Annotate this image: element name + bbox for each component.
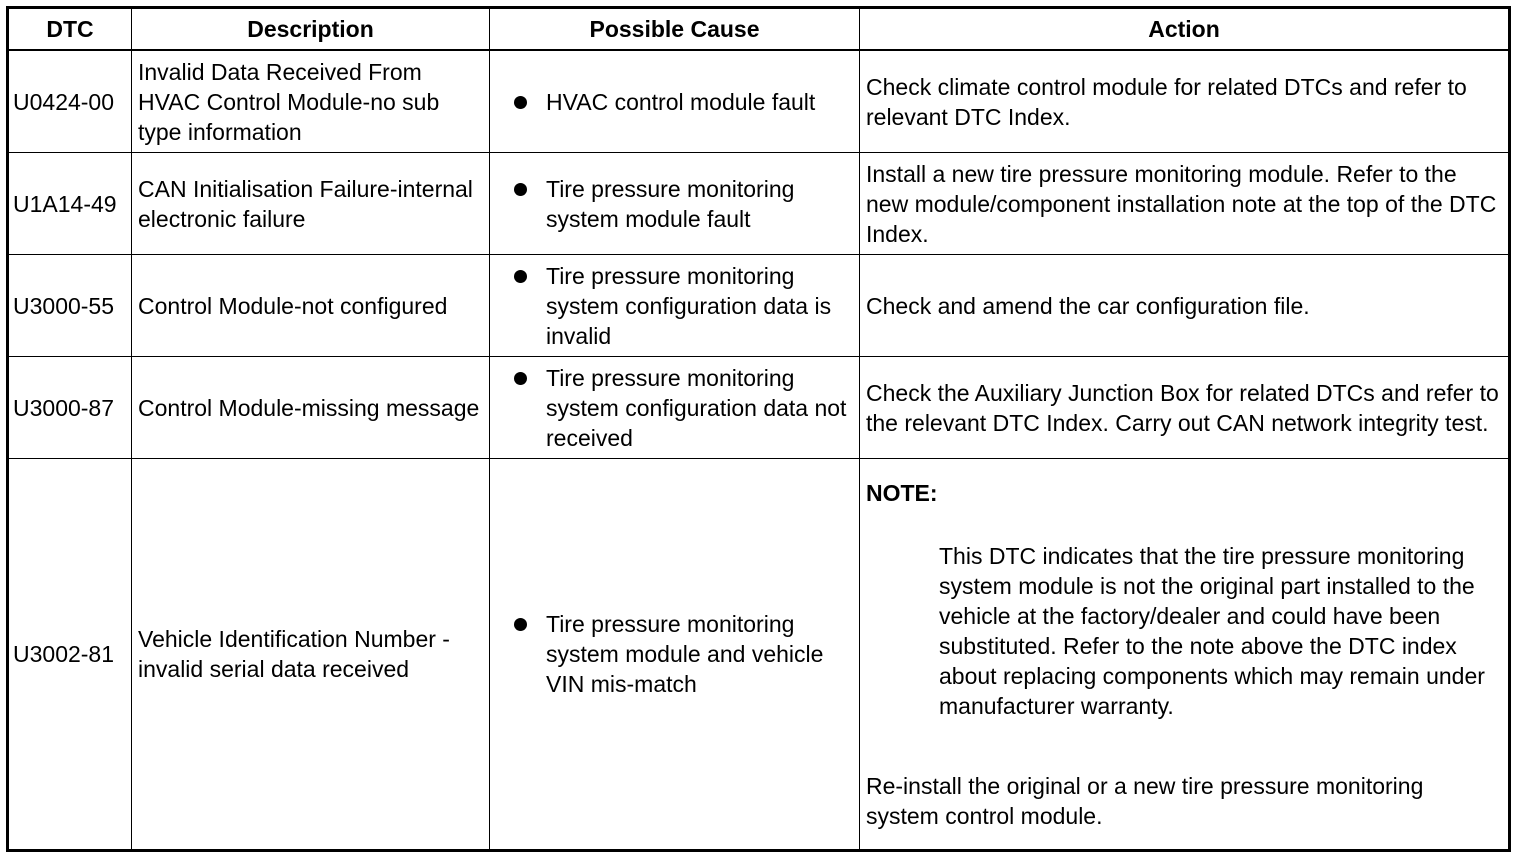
bullet-icon bbox=[514, 183, 527, 196]
dtc-code: U3002-81 bbox=[8, 459, 132, 851]
header-row bbox=[8, 8, 1510, 51]
cause-text: Tire pressure monitoring system module and vehicle VIN mis-match bbox=[546, 611, 824, 697]
cause-text: Tire pressure monitoring system module fault bbox=[546, 175, 795, 232]
dtc-action: Check the Auxiliary Junction Box for related DTCs and refer to the relevant DTC Index. Carry out CAN network integrity test. bbox=[860, 357, 1510, 459]
dtc-table bbox=[6, 6, 1511, 852]
possible-cause bbox=[490, 459, 860, 851]
bullet-icon bbox=[514, 96, 527, 109]
cause-list-item bbox=[512, 363, 853, 453]
dtc-action: Check and amend the car configuration file. bbox=[860, 255, 1510, 357]
dtc-description: Control Module-missing message bbox=[132, 357, 490, 459]
dtc-description: Control Module-not configured bbox=[132, 255, 490, 357]
dtc-description: CAN Initialisation Failure-internal electronic failure bbox=[132, 153, 490, 255]
bullet-icon bbox=[514, 270, 527, 283]
possible-cause bbox=[490, 153, 860, 255]
dtc-action: Install a new tire pressure monitoring module. Refer to the new module/component installation note at the top of the DTC Index. bbox=[860, 153, 1510, 255]
table-row bbox=[8, 153, 1510, 255]
cause-list-item bbox=[512, 174, 853, 234]
dtc-code: U1A14-49 bbox=[8, 153, 132, 255]
dtc-description: Invalid Data Received From HVAC Control Module-no sub type information bbox=[132, 50, 490, 153]
table-row bbox=[8, 255, 1510, 357]
bullet-icon bbox=[514, 618, 527, 631]
cause-list-item bbox=[512, 609, 853, 699]
dtc-code: U3000-55 bbox=[8, 255, 132, 357]
table-row bbox=[8, 459, 1510, 851]
bullet-icon bbox=[514, 372, 527, 385]
header-possible-cause: Possible Cause bbox=[490, 8, 860, 51]
dtc-action: Check climate control module for related DTCs and refer to relevant DTC Index. bbox=[860, 50, 1510, 153]
note-text: This DTC indicates that the tire pressure monitoring system module is not the original part installed to the vehicle at the factory/dealer and could have been substituted. Refer to the note above the DTC index about replacing components which may remain under manufacturer warranty. bbox=[939, 542, 1485, 719]
note-label: NOTE: bbox=[866, 479, 938, 506]
action-text: Re-install the original or a new tire pressure monitoring system control module. bbox=[866, 772, 1424, 829]
cause-list-item bbox=[512, 87, 853, 117]
cause-list-item bbox=[512, 261, 853, 351]
header-action: Action bbox=[860, 8, 1510, 51]
cause-text: Tire pressure monitoring system configuration data is invalid bbox=[546, 262, 832, 349]
dtc-code: U0424-00 bbox=[8, 50, 132, 153]
possible-cause bbox=[490, 50, 860, 153]
dtc-action bbox=[860, 459, 1510, 851]
cause-text: Tire pressure monitoring system configuration data not received bbox=[546, 364, 847, 451]
dtc-description: Vehicle Identification Number - invalid serial data received bbox=[132, 459, 490, 851]
possible-cause bbox=[490, 357, 860, 459]
table-row bbox=[8, 50, 1510, 153]
possible-cause bbox=[490, 255, 860, 357]
header-dtc: DTC bbox=[8, 8, 132, 51]
cause-text: HVAC control module fault bbox=[546, 88, 816, 115]
header-description: Description bbox=[132, 8, 490, 51]
dtc-code: U3000-87 bbox=[8, 357, 132, 459]
table-row bbox=[8, 357, 1510, 459]
